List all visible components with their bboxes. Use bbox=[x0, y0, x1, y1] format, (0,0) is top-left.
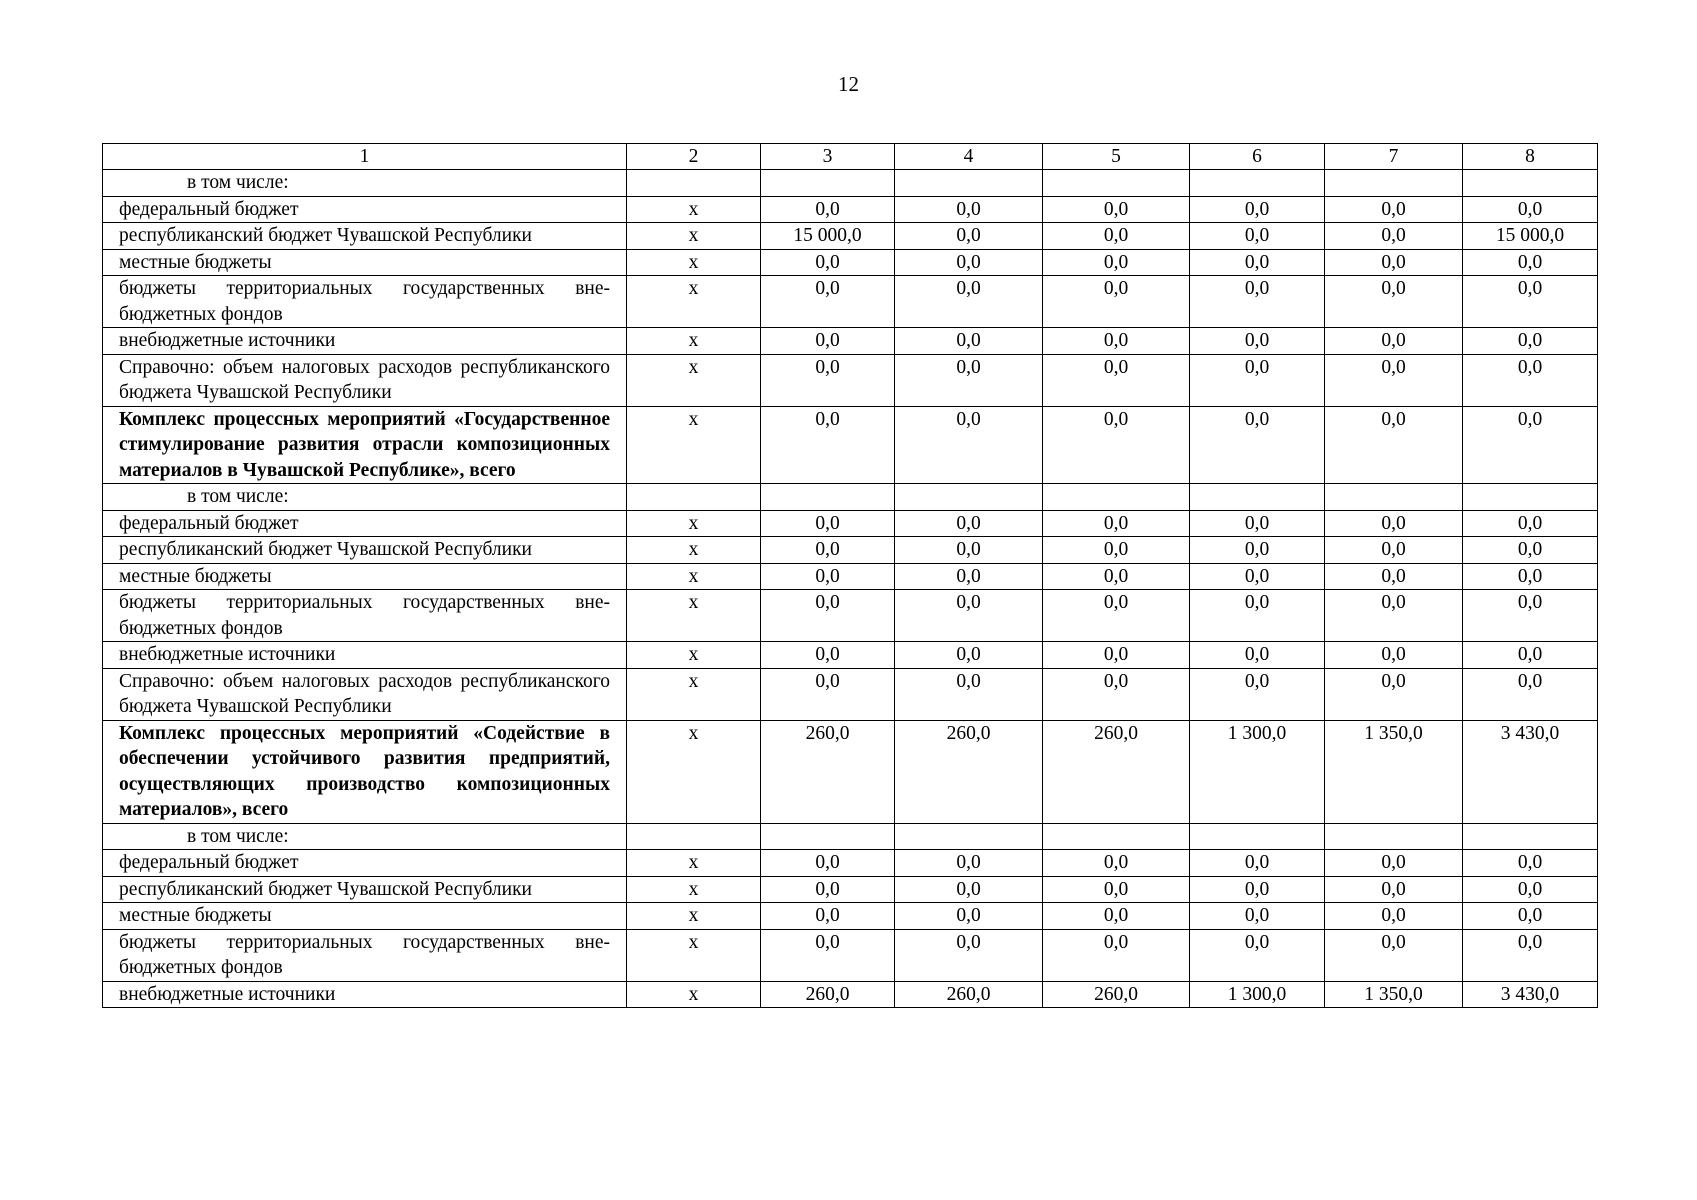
value-cell: 0,0 bbox=[895, 196, 1043, 223]
value-cell bbox=[761, 823, 895, 850]
row-label: в том числе: bbox=[103, 170, 627, 197]
value-cell: 0,0 bbox=[761, 668, 895, 720]
table-row bbox=[103, 510, 1598, 537]
value-cell: 0,0 bbox=[1325, 537, 1463, 564]
table-row bbox=[103, 823, 1598, 850]
row-label: внебюджетные источники bbox=[103, 981, 627, 1008]
code-cell: x bbox=[627, 276, 761, 328]
row-label: внебюджетные источники bbox=[103, 642, 627, 669]
value-cell: 0,0 bbox=[1463, 537, 1598, 564]
value-cell: 0,0 bbox=[895, 510, 1043, 537]
value-cell: 0,0 bbox=[1190, 328, 1325, 355]
value-cell: 15 000,0 bbox=[1463, 223, 1598, 250]
value-cell: 0,0 bbox=[895, 354, 1043, 406]
table-row bbox=[103, 328, 1598, 355]
table-row bbox=[103, 642, 1598, 669]
code-cell: x bbox=[627, 981, 761, 1008]
value-cell: 0,0 bbox=[1190, 406, 1325, 484]
value-cell: 0,0 bbox=[1043, 668, 1190, 720]
value-cell: 0,0 bbox=[1043, 642, 1190, 669]
value-cell: 0,0 bbox=[761, 903, 895, 930]
value-cell: 0,0 bbox=[895, 876, 1043, 903]
value-cell: 0,0 bbox=[1463, 903, 1598, 930]
value-cell: 0,0 bbox=[1190, 510, 1325, 537]
value-cell bbox=[1190, 170, 1325, 197]
value-cell: 0,0 bbox=[895, 406, 1043, 484]
value-cell: 0,0 bbox=[1190, 642, 1325, 669]
value-cell: 0,0 bbox=[761, 328, 895, 355]
column-header: 7 bbox=[1325, 144, 1463, 170]
table-row bbox=[103, 590, 1598, 642]
value-cell: 1 350,0 bbox=[1325, 981, 1463, 1008]
row-label: Комплекс процессных мероприятий «Содействие в обеспечении устойчивого развития предприятий, осуществляющих производство композиционных материалов», всего bbox=[103, 720, 627, 823]
value-cell: 0,0 bbox=[1463, 563, 1598, 590]
column-header: 4 bbox=[895, 144, 1043, 170]
value-cell: 0,0 bbox=[1190, 223, 1325, 250]
row-label: внебюджетные источники bbox=[103, 328, 627, 355]
value-cell: 0,0 bbox=[1043, 328, 1190, 355]
value-cell: 0,0 bbox=[1325, 276, 1463, 328]
code-cell: x bbox=[627, 249, 761, 276]
value-cell: 0,0 bbox=[1325, 903, 1463, 930]
code-cell: x bbox=[627, 223, 761, 250]
table-row bbox=[103, 484, 1598, 511]
table-row bbox=[103, 563, 1598, 590]
value-cell: 0,0 bbox=[1190, 276, 1325, 328]
value-cell: 0,0 bbox=[1190, 850, 1325, 877]
value-cell: 15 000,0 bbox=[761, 223, 895, 250]
value-cell: 0,0 bbox=[895, 903, 1043, 930]
table-row bbox=[103, 196, 1598, 223]
value-cell: 0,0 bbox=[1325, 850, 1463, 877]
value-cell: 0,0 bbox=[1325, 328, 1463, 355]
table-row bbox=[103, 720, 1598, 823]
value-cell: 0,0 bbox=[1325, 929, 1463, 981]
value-cell: 3 430,0 bbox=[1463, 720, 1598, 823]
value-cell bbox=[1325, 823, 1463, 850]
value-cell: 0,0 bbox=[1463, 668, 1598, 720]
value-cell: 0,0 bbox=[1043, 903, 1190, 930]
value-cell bbox=[761, 170, 895, 197]
value-cell: 0,0 bbox=[761, 510, 895, 537]
value-cell: 0,0 bbox=[1325, 876, 1463, 903]
value-cell: 0,0 bbox=[895, 537, 1043, 564]
table-row bbox=[103, 850, 1598, 877]
code-cell: x bbox=[627, 876, 761, 903]
value-cell bbox=[1043, 170, 1190, 197]
value-cell: 0,0 bbox=[1043, 196, 1190, 223]
value-cell: 260,0 bbox=[895, 720, 1043, 823]
value-cell: 0,0 bbox=[1043, 537, 1190, 564]
value-cell bbox=[1325, 170, 1463, 197]
value-cell: 0,0 bbox=[895, 276, 1043, 328]
value-cell: 1 350,0 bbox=[1325, 720, 1463, 823]
value-cell: 0,0 bbox=[1325, 510, 1463, 537]
value-cell: 0,0 bbox=[895, 249, 1043, 276]
value-cell: 0,0 bbox=[895, 929, 1043, 981]
code-cell: x bbox=[627, 354, 761, 406]
value-cell: 0,0 bbox=[895, 590, 1043, 642]
value-cell: 0,0 bbox=[1043, 876, 1190, 903]
value-cell: 0,0 bbox=[1463, 328, 1598, 355]
value-cell: 0,0 bbox=[761, 249, 895, 276]
value-cell: 0,0 bbox=[1325, 406, 1463, 484]
value-cell: 0,0 bbox=[1043, 563, 1190, 590]
value-cell: 0,0 bbox=[1190, 354, 1325, 406]
value-cell bbox=[1463, 170, 1598, 197]
table-row bbox=[103, 170, 1598, 197]
value-cell: 0,0 bbox=[1043, 249, 1190, 276]
value-cell: 1 300,0 bbox=[1190, 981, 1325, 1008]
value-cell: 0,0 bbox=[1043, 590, 1190, 642]
column-header: 6 bbox=[1190, 144, 1325, 170]
value-cell: 0,0 bbox=[1043, 850, 1190, 877]
row-label: бюджеты территориальных государственных вне-бюджетных фондов bbox=[103, 276, 627, 328]
row-label: Справочно: объем налоговых расходов республиканского бюджета Чувашской Республики bbox=[103, 668, 627, 720]
value-cell: 0,0 bbox=[895, 850, 1043, 877]
value-cell: 0,0 bbox=[1325, 642, 1463, 669]
value-cell: 0,0 bbox=[1325, 223, 1463, 250]
value-cell: 0,0 bbox=[761, 929, 895, 981]
value-cell bbox=[895, 170, 1043, 197]
row-label: республиканский бюджет Чувашской Республики bbox=[103, 223, 627, 250]
code-cell bbox=[627, 823, 761, 850]
code-cell bbox=[627, 484, 761, 511]
value-cell: 0,0 bbox=[761, 876, 895, 903]
value-cell: 0,0 bbox=[1463, 590, 1598, 642]
value-cell: 0,0 bbox=[1190, 903, 1325, 930]
table-row bbox=[103, 903, 1598, 930]
value-cell bbox=[1325, 484, 1463, 511]
row-label: бюджеты территориальных государственных вне-бюджетных фондов bbox=[103, 929, 627, 981]
table-row bbox=[103, 537, 1598, 564]
code-cell: x bbox=[627, 850, 761, 877]
table-row bbox=[103, 223, 1598, 250]
value-cell: 0,0 bbox=[895, 642, 1043, 669]
code-cell: x bbox=[627, 929, 761, 981]
value-cell: 0,0 bbox=[1043, 929, 1190, 981]
row-label: федеральный бюджет bbox=[103, 196, 627, 223]
value-cell bbox=[1190, 823, 1325, 850]
row-label: федеральный бюджет bbox=[103, 510, 627, 537]
code-cell bbox=[627, 170, 761, 197]
value-cell: 0,0 bbox=[895, 223, 1043, 250]
value-cell: 0,0 bbox=[1463, 406, 1598, 484]
column-header: 2 bbox=[627, 144, 761, 170]
header-row bbox=[103, 144, 1598, 170]
row-label: в том числе: bbox=[103, 484, 627, 511]
code-cell: x bbox=[627, 537, 761, 564]
value-cell: 0,0 bbox=[1190, 196, 1325, 223]
code-cell: x bbox=[627, 668, 761, 720]
table-row bbox=[103, 981, 1598, 1008]
value-cell: 0,0 bbox=[1463, 196, 1598, 223]
value-cell: 0,0 bbox=[761, 196, 895, 223]
table-row bbox=[103, 929, 1598, 981]
table-row bbox=[103, 876, 1598, 903]
value-cell: 0,0 bbox=[1043, 223, 1190, 250]
value-cell: 0,0 bbox=[761, 537, 895, 564]
value-cell: 0,0 bbox=[1190, 668, 1325, 720]
code-cell: x bbox=[627, 903, 761, 930]
value-cell: 0,0 bbox=[1463, 876, 1598, 903]
value-cell: 260,0 bbox=[761, 720, 895, 823]
row-label: республиканский бюджет Чувашской Республики bbox=[103, 537, 627, 564]
value-cell: 0,0 bbox=[1190, 876, 1325, 903]
row-label: республиканский бюджет Чувашской Республики bbox=[103, 876, 627, 903]
value-cell: 0,0 bbox=[1190, 537, 1325, 564]
column-header: 5 bbox=[1043, 144, 1190, 170]
value-cell: 0,0 bbox=[1325, 249, 1463, 276]
table-row bbox=[103, 276, 1598, 328]
value-cell: 0,0 bbox=[761, 590, 895, 642]
row-label: Комплекс процессных мероприятий «Государственное стимулирование развития отрасли композиционных материалов в Чувашской Республике», всего bbox=[103, 406, 627, 484]
value-cell: 0,0 bbox=[1190, 590, 1325, 642]
value-cell: 3 430,0 bbox=[1463, 981, 1598, 1008]
value-cell bbox=[1463, 823, 1598, 850]
value-cell: 0,0 bbox=[1463, 354, 1598, 406]
value-cell bbox=[1463, 484, 1598, 511]
row-label: в том числе: bbox=[103, 823, 627, 850]
value-cell: 0,0 bbox=[1325, 354, 1463, 406]
value-cell: 1 300,0 bbox=[1190, 720, 1325, 823]
column-header: 3 bbox=[761, 144, 895, 170]
value-cell bbox=[761, 484, 895, 511]
value-cell: 0,0 bbox=[1190, 563, 1325, 590]
column-header: 8 bbox=[1463, 144, 1598, 170]
value-cell: 0,0 bbox=[1463, 510, 1598, 537]
code-cell: x bbox=[627, 196, 761, 223]
value-cell: 0,0 bbox=[1325, 196, 1463, 223]
value-cell: 0,0 bbox=[1325, 563, 1463, 590]
table-row bbox=[103, 354, 1598, 406]
value-cell: 0,0 bbox=[761, 850, 895, 877]
value-cell: 260,0 bbox=[1043, 981, 1190, 1008]
value-cell bbox=[1190, 484, 1325, 511]
value-cell bbox=[1043, 823, 1190, 850]
value-cell: 0,0 bbox=[1043, 354, 1190, 406]
code-cell: x bbox=[627, 406, 761, 484]
budget-table bbox=[102, 143, 1598, 1008]
value-cell: 0,0 bbox=[895, 328, 1043, 355]
code-cell: x bbox=[627, 510, 761, 537]
row-label: Справочно: объем налоговых расходов республиканского бюджета Чувашской Республики bbox=[103, 354, 627, 406]
value-cell: 0,0 bbox=[895, 563, 1043, 590]
page-number: 12 bbox=[838, 72, 859, 96]
value-cell: 0,0 bbox=[1463, 929, 1598, 981]
row-label: местные бюджеты bbox=[103, 563, 627, 590]
value-cell: 0,0 bbox=[1190, 249, 1325, 276]
value-cell: 0,0 bbox=[1043, 276, 1190, 328]
value-cell: 0,0 bbox=[761, 406, 895, 484]
value-cell: 0,0 bbox=[761, 642, 895, 669]
row-label: местные бюджеты bbox=[103, 903, 627, 930]
value-cell bbox=[895, 823, 1043, 850]
row-label: местные бюджеты bbox=[103, 249, 627, 276]
code-cell: x bbox=[627, 720, 761, 823]
column-header: 1 bbox=[103, 144, 627, 170]
value-cell: 0,0 bbox=[761, 354, 895, 406]
value-cell: 0,0 bbox=[895, 668, 1043, 720]
value-cell: 260,0 bbox=[761, 981, 895, 1008]
value-cell: 0,0 bbox=[1463, 642, 1598, 669]
value-cell: 0,0 bbox=[1190, 929, 1325, 981]
value-cell: 0,0 bbox=[1043, 406, 1190, 484]
code-cell: x bbox=[627, 328, 761, 355]
code-cell: x bbox=[627, 590, 761, 642]
value-cell bbox=[1043, 484, 1190, 511]
value-cell: 260,0 bbox=[1043, 720, 1190, 823]
value-cell: 260,0 bbox=[895, 981, 1043, 1008]
row-label: федеральный бюджет bbox=[103, 850, 627, 877]
value-cell: 0,0 bbox=[761, 276, 895, 328]
value-cell: 0,0 bbox=[1463, 276, 1598, 328]
table-row bbox=[103, 249, 1598, 276]
table-row bbox=[103, 668, 1598, 720]
value-cell: 0,0 bbox=[1463, 249, 1598, 276]
code-cell: x bbox=[627, 563, 761, 590]
value-cell: 0,0 bbox=[1463, 850, 1598, 877]
value-cell: 0,0 bbox=[761, 563, 895, 590]
row-label: бюджеты территориальных государственных вне-бюджетных фондов bbox=[103, 590, 627, 642]
value-cell bbox=[895, 484, 1043, 511]
table-row bbox=[103, 406, 1598, 484]
value-cell: 0,0 bbox=[1325, 668, 1463, 720]
value-cell: 0,0 bbox=[1043, 510, 1190, 537]
value-cell: 0,0 bbox=[1325, 590, 1463, 642]
code-cell: x bbox=[627, 642, 761, 669]
